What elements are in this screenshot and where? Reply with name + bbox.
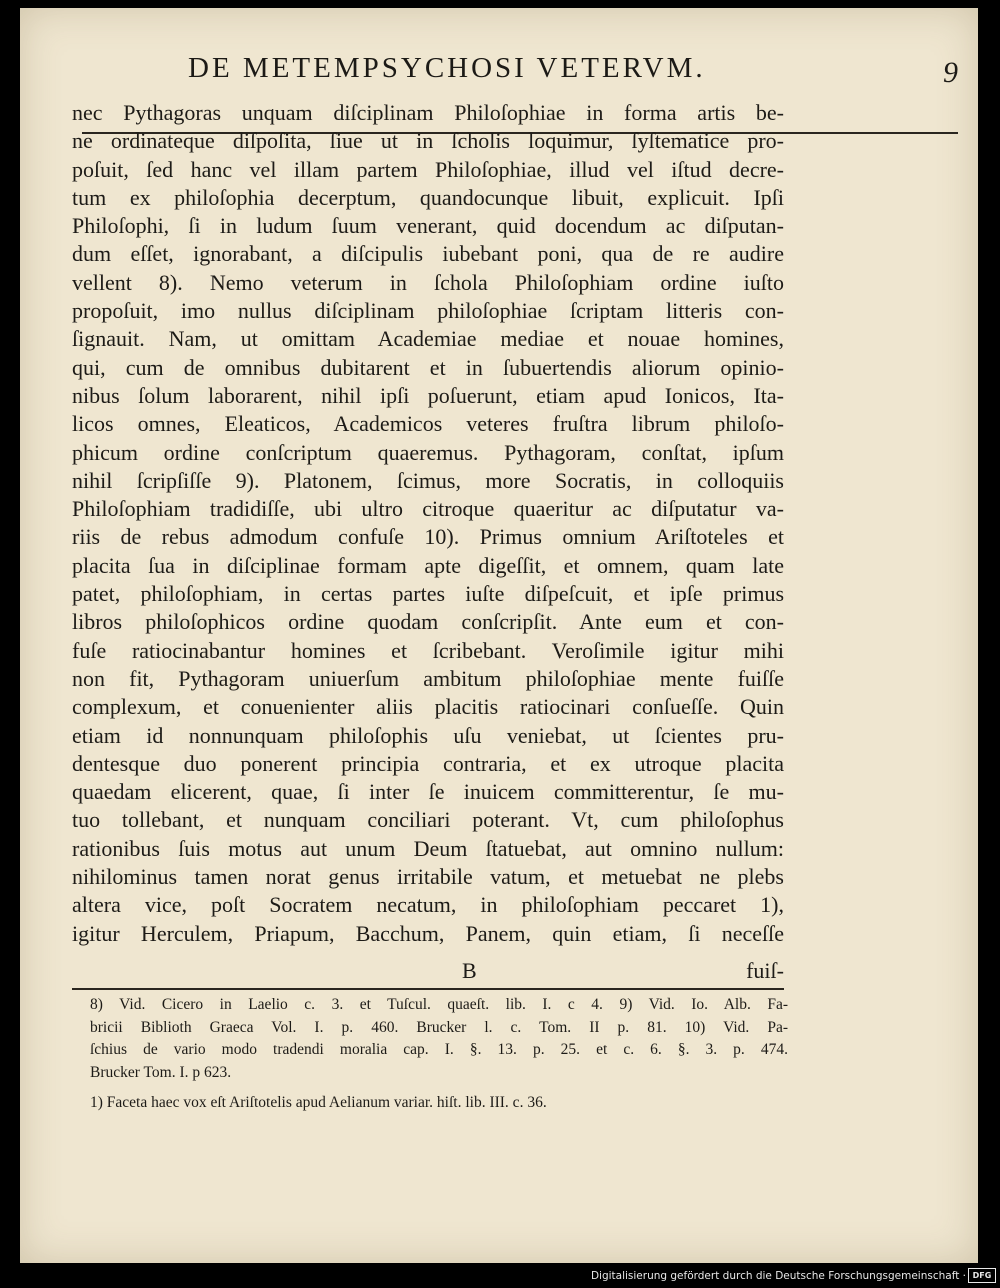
footnote-line: bricii Biblioth Graeca Vol. I. p. 460. Brucker l. c. Tom. II p. 81. 10) Vid. Pa- [90,1018,788,1036]
text-line: ſignauit. Nam, ut omittam Academiae mediae et nouae homines, [72,326,784,352]
footnotes [90,994,788,1115]
text-line: quaedam elicerent, quae, ſi inter ſe inuicem committerentur, ſe mu- [72,779,784,805]
text-line: poſuit, ſed hanc vel illam partem Philoſophiae, illud vel iſtud decre- [72,156,784,182]
text-line: tum ex philoſophia decerptum, quandocunque libuit, explicuit. Ipſi [72,184,784,210]
body-text [72,99,784,948]
footnote-line: 1) Faceta haec vox eſt Ariſtotelis apud Aelianum variar. hiſt. lib. III. c. 36. [90,1094,547,1111]
text-line: nibus ſolum laborarent, nihil ipſi poſuerunt, etiam apud Ionicos, Ita- [72,382,784,408]
text-line: riis de rebus admodum confuſe 10). Primus omnium Ariſtoteles et [72,524,784,550]
text-line: licos omnes, Eleaticos, Academicos veteres fruſtra librum philoſo- [72,411,784,437]
text-line: fuſe ratiocinabantur homines et ſcribebant. Veroſimile igitur mihi [72,637,784,663]
text-line: placita ſua in diſciplinae formam apte digeſſit, et omnem, quam late [72,552,784,578]
text-line: rationibus ſuis motus aut unum Deum ſtatuebat, aut omnino nullum: [72,835,784,861]
footnote-line: Brucker Tom. I. p 623. [90,1063,232,1081]
text-line: propoſuit, imo nullus diſciplinam philoſophiae ſcriptam litteris con- [72,298,784,324]
text-line: phicum ordine conſcriptum quaeremus. Pythagoram, conſtat, ipſum [72,439,784,465]
text-line: dentesque duo ponerent principia contraria, et ex utroque placita [72,750,784,776]
text-line: Philoſophi, ſi in ludum ſuum venerant, quid docendum ac diſputan- [72,213,784,239]
text-line: dum eſſet, ignorabant, a diſcipulis iubebant poni, qua de re audire [72,241,784,267]
signature-line [72,958,784,986]
text-line: altera vice, poſt Socratem necatum, in philoſophiam peccaret 1), [72,892,784,918]
text-line: nihil ſcripſiſſe 9). Platonem, ſcimus, more Socratis, in colloquiis [72,467,784,493]
digitization-credit: Digitalisierung gefördert durch die Deutsche Forschungsgemeinschaft · [590,1270,966,1282]
text-line: tuo tollebant, et nunquam conciliari poterant. Vt, cum philoſophus [72,807,784,833]
text-line: complexum, et conuenienter aliis placitis ratiocinari conſueſſe. Quin [72,694,784,720]
footnote-rule [72,988,784,990]
text-line: Philoſophiam tradidiſſe, ubi ultro citroque quaeritur ac diſputatur va- [72,496,784,522]
running-title: DE METEMPSYCHOSI VETERVM. [188,52,706,84]
catchword: fuiſ- [746,958,784,983]
page-header [20,48,978,98]
footnote-line: ſchius de vario modo tradendi moralia cap. I. §. 13. p. 25. et c. 6. §. 3. p. 474. [90,1041,788,1058]
text-line: ne ordinateque diſpoſita, ſiue ut in ſcholis loquimur, ſyſtematice pro- [72,128,784,154]
book-page [20,8,978,1263]
footnote-line: 8) Vid. Cicero in Laelio c. 3. et Tuſcul. quaeſt. lib. I. c 4. 9) Vid. Io. Alb. Fa- [90,996,788,1013]
text-line: igitur Herculem, Priapum, Bacchum, Panem, quin etiam, ſi neceſſe [72,920,784,946]
text-line: etiam id nonnunquam philoſophis uſu veniebat, ut ſcientes pru- [72,722,784,748]
text-line: nec Pythagoras unquam diſciplinam Philoſophiae in forma artis be- [72,100,784,125]
text-line: vellent 8). Nemo veterum in ſchola Philoſophiam ordine iuſto [72,269,784,295]
text-line: patet, philoſophiam, in certas partes iuſte diſpeſcuit, et ipſe primus [72,581,784,607]
text-line: qui, cum de omnibus dubitarent et in ſubuertendis aliorum opinio- [72,354,784,380]
text-line: non fit, Pythagoram uniuerſum ambitum philoſophiae mente fuiſſe [72,665,784,691]
text-line: libros philoſophicos ordine quodam conſcripſit. Ante eum et con- [72,609,784,635]
dfg-logo: DFG [968,1268,996,1283]
gathering-signature: B [462,958,477,983]
page-number: 9 [943,56,958,89]
text-line: nihilominus tamen norat genus irritabile vatum, et metuebat ne plebs [72,864,784,890]
